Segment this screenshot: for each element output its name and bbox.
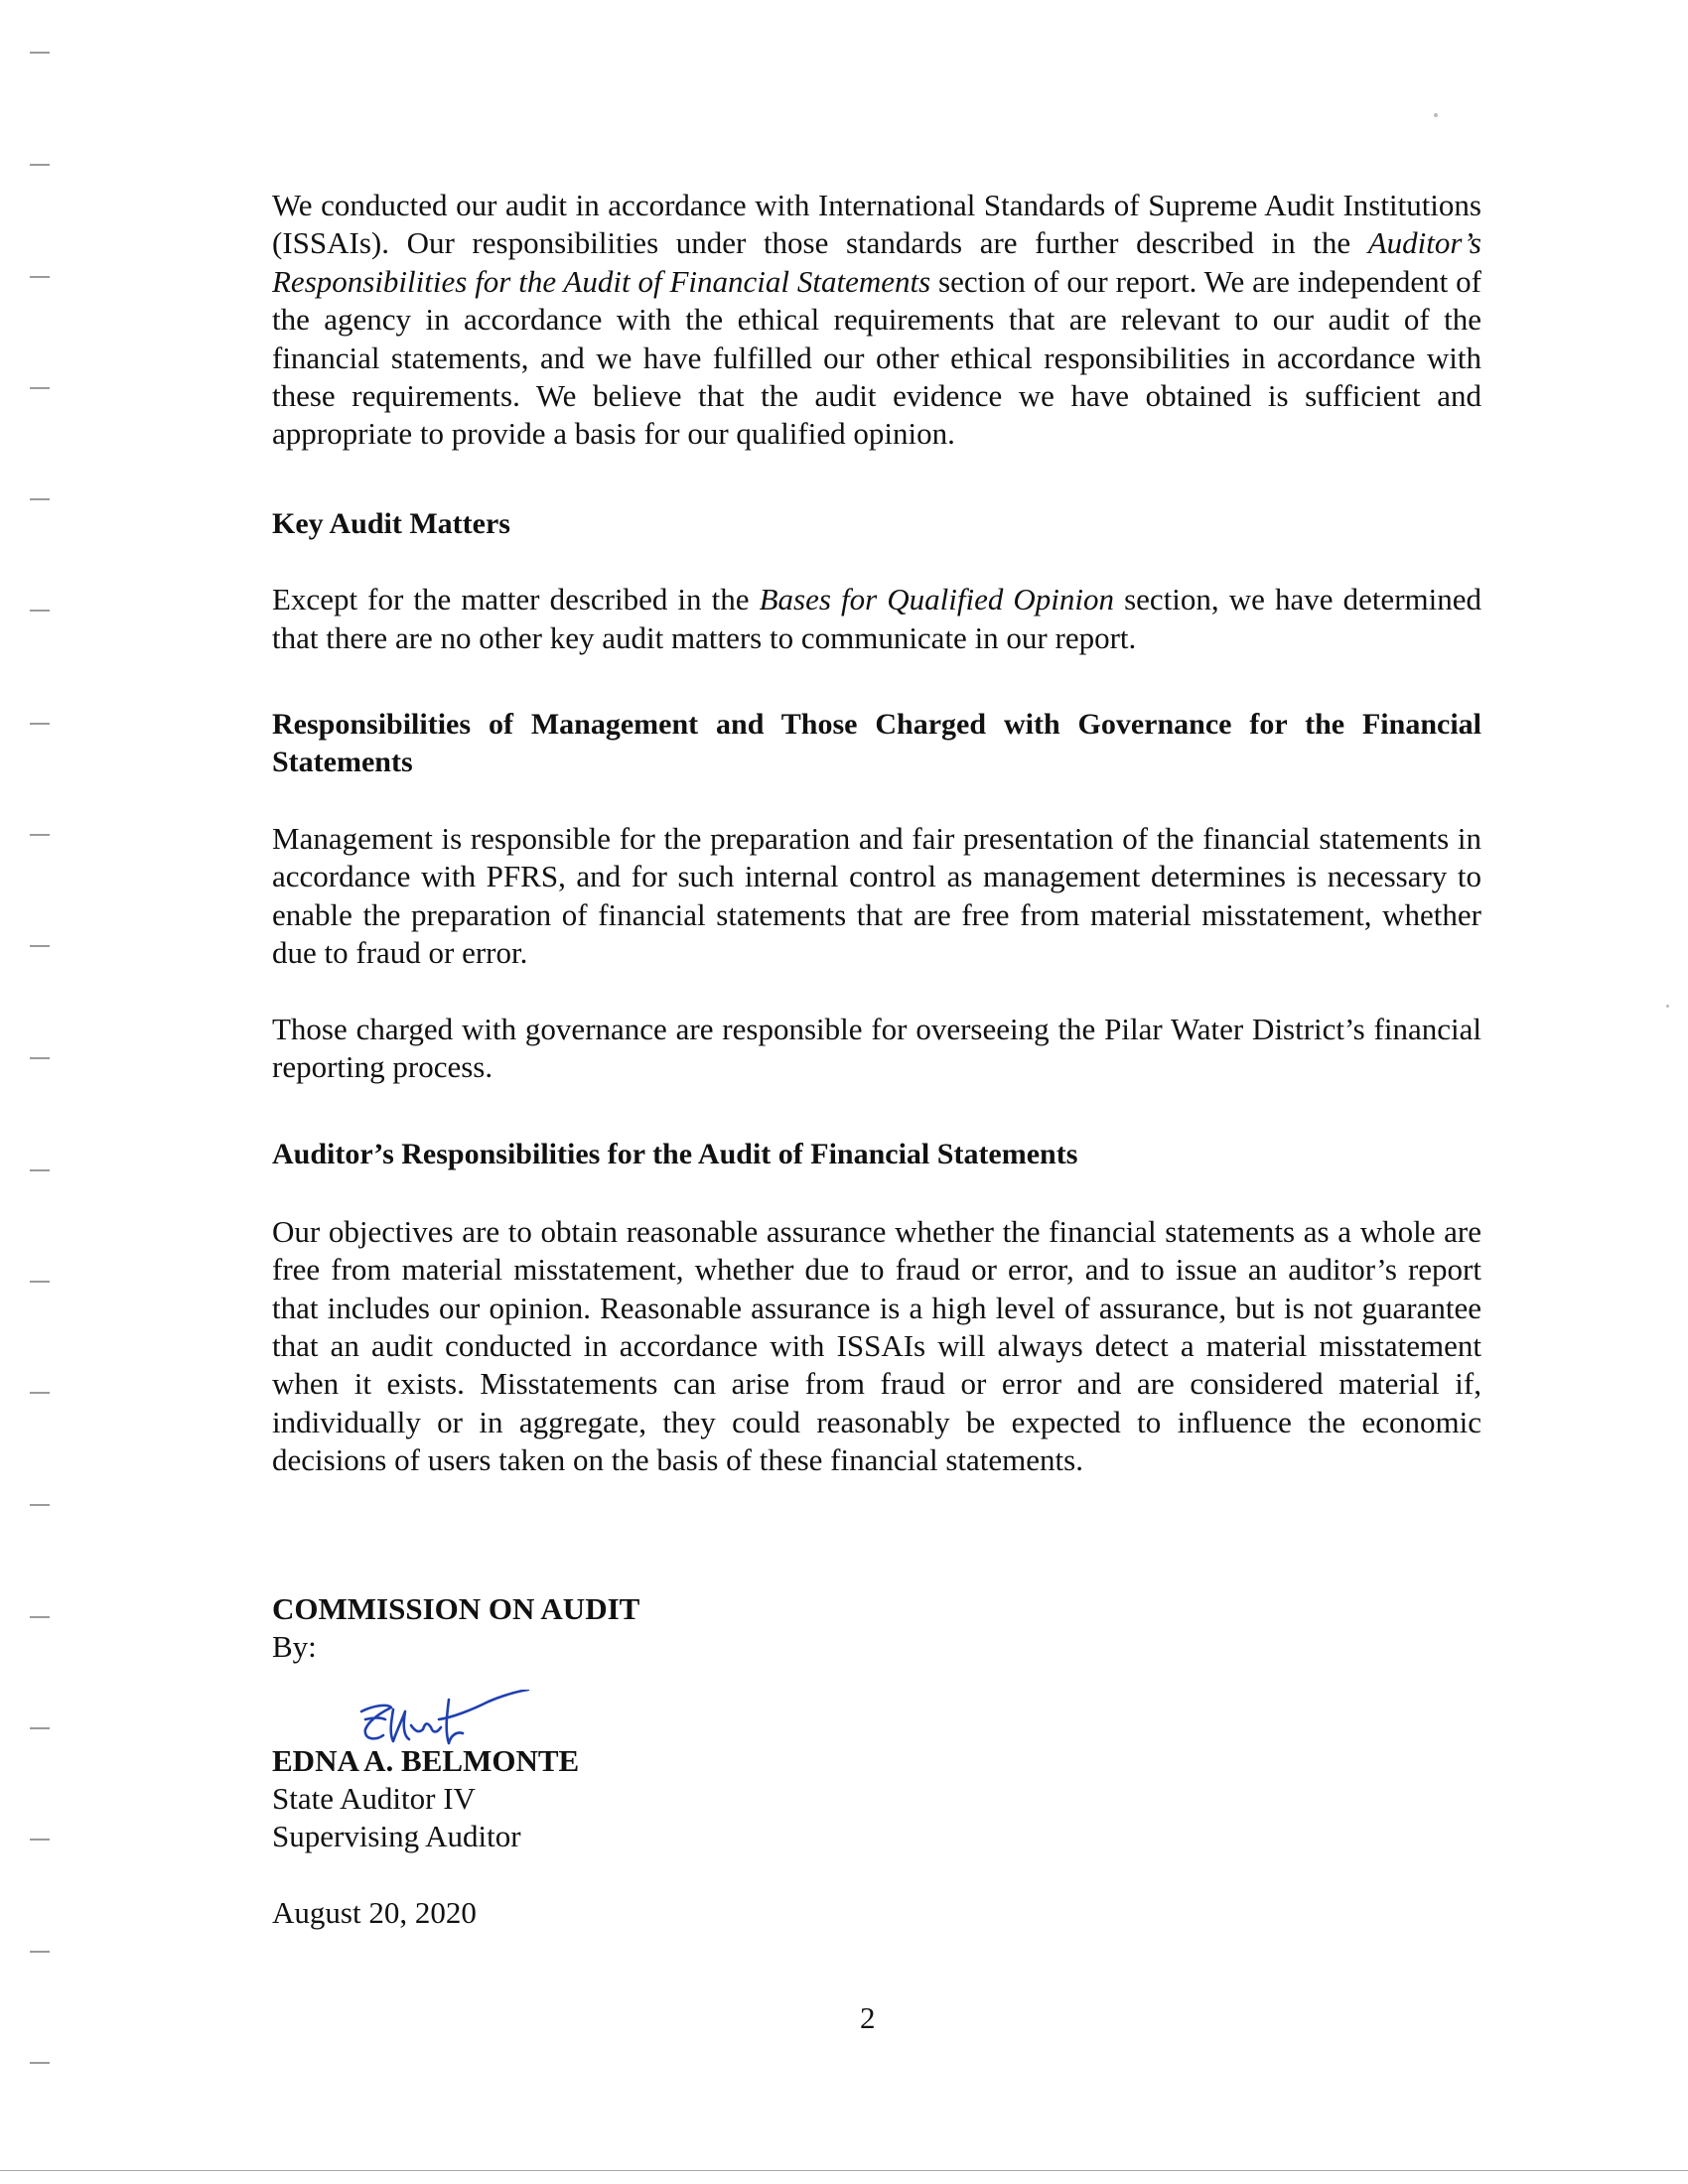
audit-basis-paragraph: We conducted our audit in accordance with International Standards of Supreme Audit Institutions (ISSAIs). Our responsibilities under those standards are further described in the Auditor’s Responsibilities for the Audit of Financial Statements section of our report. We are independent of the agency in accordance with the ethical requirements that are relevant to our audit of the financial statements, and we have fulfilled our other ethical responsibilities in accordance with these requirements. We believe that the audit evidence we have obtained is sufficient and appropriate to provide a basis for our qualified opinion. — [272, 188, 1481, 452]
key-audit-matters-paragraph: Except for the matter described in the Bases for Qualified Opinion section, we have determined that there are no other key audit matters to communicate in our report. — [272, 582, 1482, 655]
page-number: 2 — [860, 2000, 876, 2035]
management-responsibilities-heading: Responsibilities of Management and Those Charged with Governance for the Financial Statements — [272, 708, 1481, 779]
signer-name: EDNA A. BELMONTE — [272, 1743, 580, 1778]
signature-block — [272, 1590, 967, 1930]
scan-margin-marks — [30, 0, 54, 2184]
signer-title-supervising-auditor: Supervising Auditor — [272, 1819, 521, 1853]
auditor-responsibilities-paragraph: Our objectives are to obtain reasonable assurance whether the financial statements as a whole are free from material misstatement, whether due to fraud or error, and to issue an auditor’s report that includes our opinion. Reasonable assurance is a high level of assurance, but is not guarantee that an audit conducted in accordance with ISSAIs will always detect a material misstatement when it exists. Misstatements can arise from fraud or error and are considered material if, individually or in aggregate, they could reasonably be expected to influence the economic decisions of users taken on the basis of these financial statements. — [272, 1213, 1481, 1478]
scan-bottom-edge — [0, 2170, 1688, 2171]
report-date: August 20, 2020 — [272, 1895, 477, 1930]
governance-paragraph: Those charged with governance are responsible for overseeing the Pilar Water District’s financial reporting process. — [272, 1011, 1481, 1084]
by-label: By: — [272, 1629, 317, 1664]
key-audit-matters-heading: Key Audit Matters — [272, 506, 510, 540]
organization-name: COMMISSION ON AUDIT — [272, 1591, 640, 1626]
signer-title-state-auditor: State Auditor IV — [272, 1781, 476, 1816]
auditor-responsibilities-heading: Auditor’s Responsibilities for the Audit of Financial Statements — [272, 1138, 1078, 1171]
management-responsibilities-paragraph: Management is responsible for the preparation and fair presentation of the financial statements in accordance with PFRS, and for such internal control as management determines is necessary to enable the preparation of financial statements that are free from material misstatement, whether due to fraud or error. — [272, 820, 1481, 971]
report-body — [272, 187, 1481, 1480]
